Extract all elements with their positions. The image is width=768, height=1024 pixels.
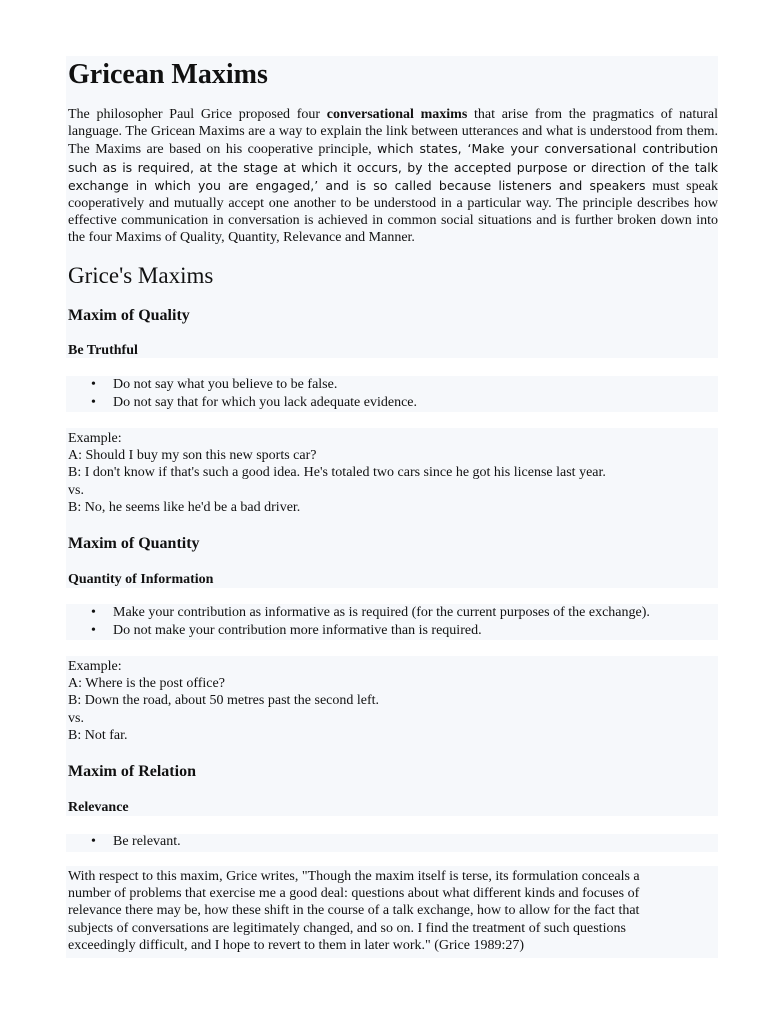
list-item: • Do not say what you believe to be false. [113,376,718,394]
relation-bullet-list [68,833,718,851]
example-line: Example: [68,659,122,674]
example-line: B: Down the road, about 50 metres past the second left. [68,693,380,709]
quality-heading: Maxim of Quality [68,307,190,324]
example-line: Example: [68,431,122,446]
quality-bullet-list [68,376,718,412]
relation-subheading: Relevance [68,800,129,815]
example-line: A: Where is the post office? [68,676,225,692]
page-title: Gricean Maxims [68,59,268,90]
relation-heading: Maxim of Relation [68,763,196,780]
example-line: B: Not far. [68,727,128,743]
list-item: • Be relevant. [113,833,718,851]
intro-text-2: that arise from the pragmatics of natural language. The Gricean Maxims are a way to explain the link between utterances and what is understood from them. The Maxims are based on his cooperative principle, [68,107,718,158]
intro-quote: which states, ‘Make your conversational contribution such as is required, at the stage at which it occurs, by the accepted purpose or direction of the talk exchange in which you are engaged,’ and is so called because listeners and speakers [68,141,718,193]
example-line: vs. [68,482,84,498]
example-line: vs. [68,710,84,726]
relation-paragraph [68,868,718,954]
intro-bold-term: conversational maxims [326,107,468,122]
quality-subheading: Be Truthful [68,343,138,358]
paragraph-line: With respect to this maxim, Grice writes, "Though the maxim itself is terse, its formulation conceals a [68,869,640,884]
paragraph-line: number of problems that exercise me a good deal: questions about what different kinds and focuses of [68,886,640,902]
example-line: A: Should I buy my son this new sports car? [68,448,317,464]
list-item: • Make your contribution as informative as is required (for the current purposes of the exchange). [113,604,718,622]
intro-text-1: The philosopher Paul Grice proposed four [68,107,327,122]
quantity-example [68,658,718,744]
example-line: B: I don't know if that's such a good idea. He's totaled two cars since he got his license last year. [68,465,606,481]
list-item: • Do not say that for which you lack adequate evidence. [113,394,718,412]
quantity-bullet-list [68,604,718,640]
paragraph-line: subjects of conversations are legitimately changed, and so on. I find the treatment of such questions [68,920,626,936]
paragraph-line: exceedingly difficult, and I hope to revert to them in later work." (Grice 1989:27) [68,937,525,953]
quantity-heading: Maxim of Quantity [68,535,200,552]
quantity-subheading: Quantity of Information [68,572,214,587]
quality-example [68,430,718,516]
example-line: B: No, he seems like he'd be a bad driver. [68,499,301,515]
intro-paragraph [68,106,718,247]
paragraph-line: relevance there may be, how these shift in the course of a talk exchange, how to allow for the fact that [68,903,640,919]
section-title: Grice's Maxims [68,263,214,288]
list-item: • Do not make your contribution more informative than is required. [113,622,718,640]
intro-text-3: must speak cooperatively and mutually accept one another to be understood in a particular way. The principle describes how effective communication in conversation is achieved in common social situations and is further broken down into the four Maxims of Quality, Quantity, Relevance and Manner. [68,178,718,246]
